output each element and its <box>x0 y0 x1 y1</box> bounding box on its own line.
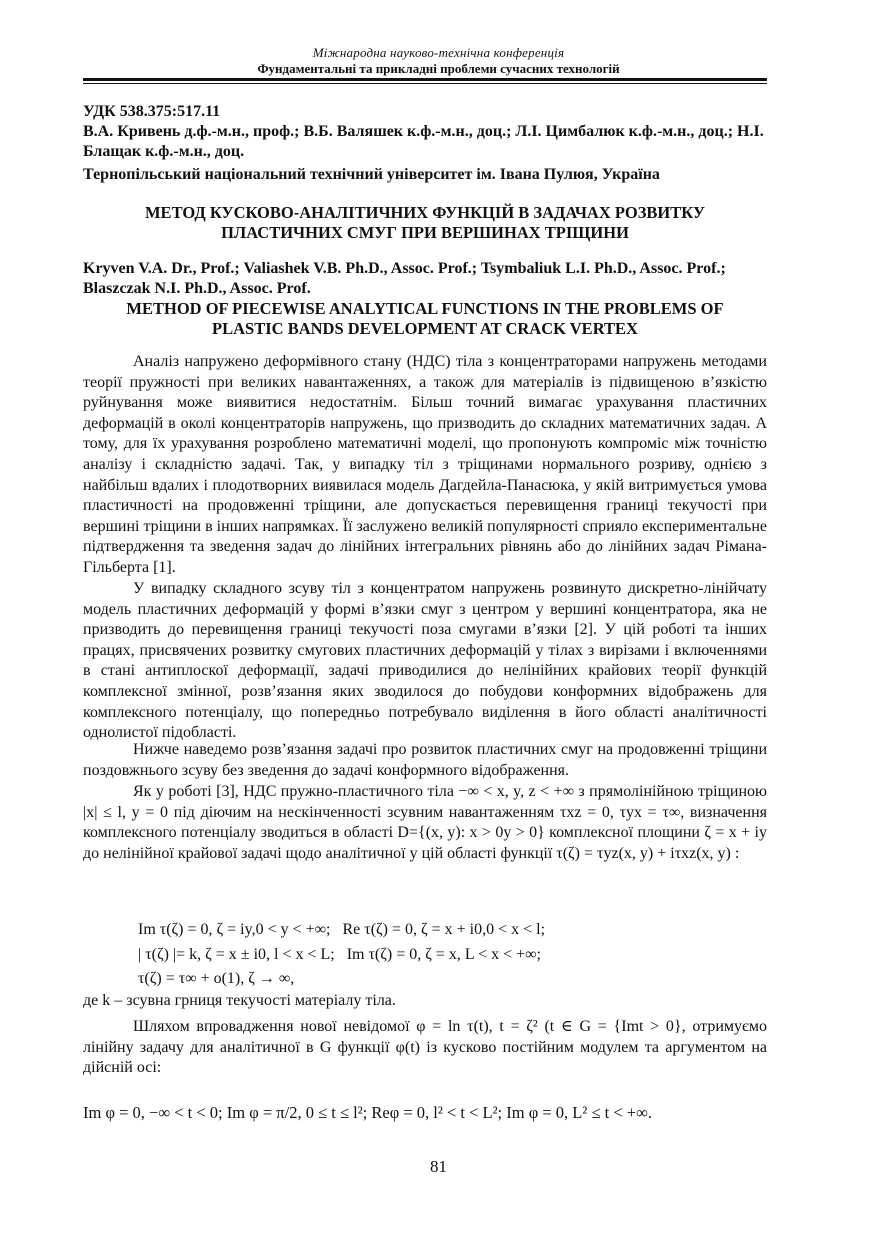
conference-title: Фундаментальні та прикладні проблеми сучасних технологій <box>257 61 620 76</box>
formula-line-2: | τ(ζ) |= k, ζ = x ± i0, l < x < L; Im τ(ζ) = 0, ζ = x, L < x < +∞; <box>138 946 541 963</box>
paragraph-1: Аналіз напружено деформівного стану (НДС) тіла з концентраторами напружень методами теорії пружності при великих навантаженнях, а також для матеріалів із підвищеною в’язкістю руйнування може виявитися недостатнім. Більш точний вимагає урахування пластичних деформацій в околі концентраторів напружень, що призводить до складних математичних задач. А тому, для їх урахування розроблено математичні моделі, що пропонують компроміс між точністю аналізу і складністю задачі. Так, у випадку тіл з тріщинами нормального розриву, однією з найбільш вдалих і плодотворних виявилася модель Дагдейла-Панасюка, у якій витримується умова пластичності на продовженні тріщини, але допускається перевищення границі текучості при вершині тріщини в інших напрямках. Її заслужено великій популярності сприяло експериментальне підтвердження та зведення задач до лінійних інтегральних рівнянь або до лінійних задач Рімана-Гільберта [1]. <box>83 353 767 576</box>
formula-line-3: τ(ζ) = τ∞ + o(1), ζ → ∞, <box>138 970 295 987</box>
conference-name: Міжнародна науково-технічна конференція <box>312 45 565 60</box>
authors-ukrainian: В.А. Кривень д.ф.-м.н., проф.; В.Б. Валяшек к.ф.-м.н., доц.; Л.І. Цимбалюк к.ф.-м.н., доц.; Н.І. Блащак к.ф.-м.н., доц. <box>83 123 764 160</box>
paragraph-3: Нижче наведемо розв’язання задачі про розвиток пластичних смуг на продовженні тріщини поздовжнього зсуву без зведення до задачі конформного відображення. <box>83 741 767 779</box>
page-number: 81 <box>430 1157 447 1176</box>
paragraph-2: У випадку складного зсуву тіл з концентратом напружень розвинуто дискретно-лінійчату модель пластичних деформацій у формі в’язки смуг з центром у вершині концентратора, яка не призводить до перевищення границі текучості поза смугами в’язки [2]. У цій роботі та інших працях, присвячених розвитку смугових пластичних деформацій у тілах з вирізами і включеннями в стані антиплоскої деформації, задачі приводилися до нелінійних крайових теорії функцій комплексної змінної, розв’язання яких зводилося до побудови конформних відображень для комплексного потенціалу, що попередньо потребувало виділення в його області аналітичності однолистої підобласті. <box>83 580 767 742</box>
authors-english: Kryven V.A. Dr., Prof.; Valiashek V.B. Ph.D., Assoc. Prof.; Tsymbaliuk L.I. Ph.D., Assoc. Prof.; Blaszczak N.I. Ph.D., Assoc. Prof. <box>83 260 726 297</box>
final-formula: Im φ = 0, −∞ < t < 0; Im φ = π/2, 0 ≤ t ≤ l²; Reφ = 0, l² < t < L²; Im φ = 0, L² ≤ t < +∞. <box>83 1103 652 1122</box>
paragraph-4: Як у роботі [3], НДС пружно-пластичного тіла −∞ < x, y, z < +∞ з прямолінійною тріщиною |x| ≤ l, y = 0 під діючим на нескінченності зсувним навантаженням τxz = 0, τyx = τ∞, визначення комплексного потенціалу зводиться в області D={(x, y): x > 0y > 0} комплексної площини ζ = x + iy до нелінійної крайової задачі щодо аналітичної у цій області функції τ(ζ) = τyz(x, y) + iτxz(x, y) : <box>83 783 767 862</box>
title-english: METHOD OF PIECEWISE ANALYTICAL FUNCTIONS IN THE PROBLEMS OF PLASTIC BANDS DEVELOPMENT AT CRACK VERTEX <box>126 299 724 338</box>
title-ukrainian: МЕТОД КУСКОВО-АНАЛІТИЧНИХ ФУНКЦІЙ В ЗАДАЧАХ РОЗВИТКУ ПЛАСТИЧНИХ СМУГ ПРИ ВЕРШИНАХ ТРІЩИНИ <box>144 203 705 242</box>
formula-note: де k – зсувна грниця текучості матеріалу тіла. <box>83 992 396 1009</box>
udc-code: УДК 538.375:517.11 <box>83 103 221 120</box>
formula-line-1: Im τ(ζ) = 0, ζ = iy,0 < y < +∞; Re τ(ζ) = 0, ζ = x + i0,0 < x < l; <box>138 921 546 938</box>
header-rule-thick <box>83 78 767 81</box>
affiliation: Тернопільський національний технічний університет ім. Івана Пулюя, Україна <box>83 166 660 183</box>
paragraph-5: Шляхом впровадження нової невідомої φ = ln τ(t), t = ζ² (t ∈ G = {Imt > 0}, отримуємо лінійну задачу для аналітичної в G функції φ(t) із кусково постійним модулем та аргументом на дійсній осі: <box>83 1018 767 1077</box>
header-rule-thin <box>83 83 767 84</box>
